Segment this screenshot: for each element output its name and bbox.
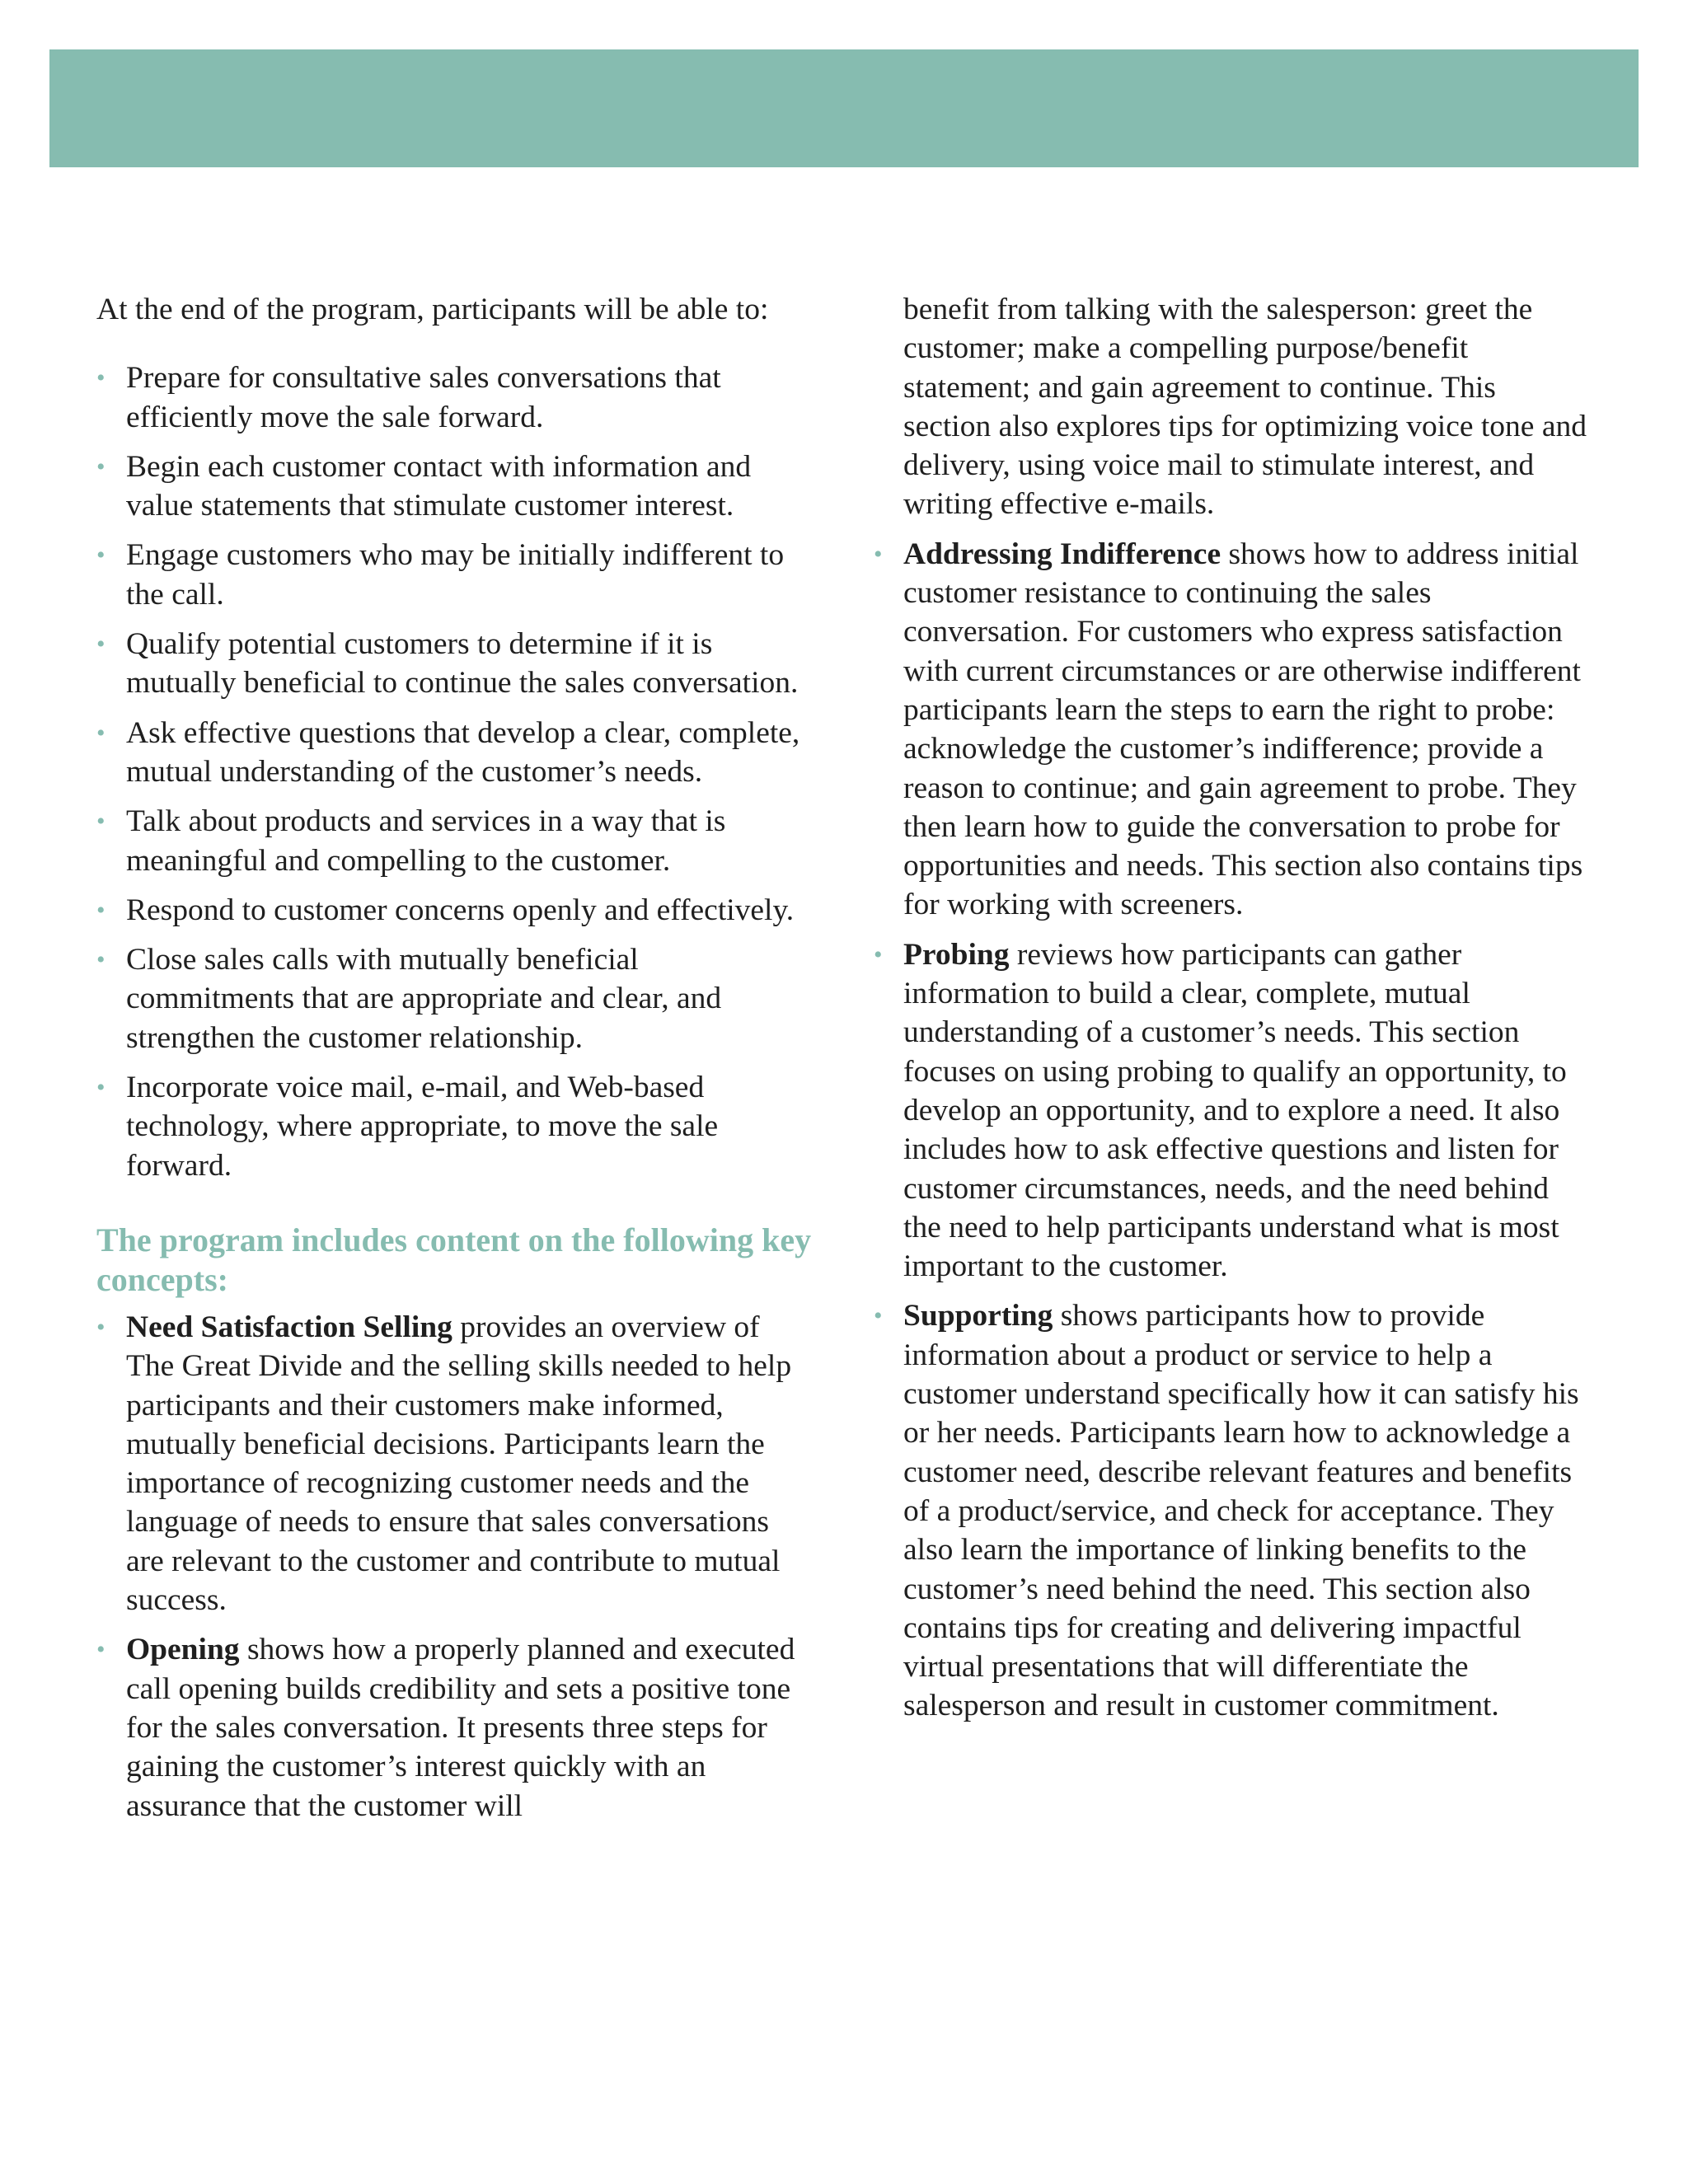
objective-text: Incorporate voice mail, e-mail, and Web-based technology, where appropriate, to move the sale forward.: [126, 1071, 719, 1183]
concept-text: provides an overview of The Great Divide and the selling skills needed to help participants and their customers make informed, mutually beneficial decisions. Participants learn the importance of recognizing customer needs and the language of needs to ensure that sales conversations are relevant to the customer and contribute to mutual success.: [126, 1310, 792, 1618]
list-item: [96, 1308, 814, 1619]
concepts-list-continued: [874, 290, 1591, 1726]
objective-text: Begin each customer contact with information and value statements that stimulate customer interest.: [126, 449, 752, 523]
concept-term: Supporting: [903, 1299, 1053, 1333]
bullet-icon: •: [96, 896, 106, 924]
list-item: [874, 935, 1591, 1286]
bullet-icon: •: [96, 1074, 106, 1102]
objective-text: Talk about products and services in a way that is meaningful and compelling to the customer.: [126, 804, 726, 878]
objective-text: Engage customers who may be initially indifferent to the call.: [126, 538, 785, 612]
concept-text: shows how a properly planned and executed call opening builds credibility and sets a positive tone for the sales conversation. It presents three steps for gaining the customer’s interest quickly with an assurance that the customer will: [126, 1633, 795, 1823]
bullet-icon: •: [874, 540, 883, 568]
concepts-heading: The program includes content on the following key concepts:: [96, 1221, 812, 1298]
continuation-text: benefit from talking with the salesperson: greet the customer; make a compelling purpose/benefit statement; and gain agreement to continue. This section also explores tips for optimizing voice tone and delivery, using voice mail to stimulate interest, and writing effective e-mails.: [903, 293, 1587, 522]
concept-text: reviews how participants can gather information to build a clear, complete, mutual understanding of a customer’s needs. This section focuses on using probing to qualify an opportunity, to develop an opportunity, and to explore a need. It also includes how to ask effective questions and listen for customer circumstances, needs, and the need behind the need to help participants understand what is most important to the customer.: [903, 937, 1567, 1284]
bullet-icon: •: [96, 808, 106, 836]
list-item: [96, 1630, 814, 1825]
concept-text: shows how to address initial customer resistance to continuing the sales conversation. For customers who express satisfaction with current circumstances or are otherwise indifferent participants learn the steps to earn the right to probe: acknowledge the customer’s indifference; provide a reason to continue; and gain agreement to probe. They then learn how to guide the conversation to probe for opportunities and needs. This section also contains tips for working with screeners.: [903, 537, 1583, 922]
objective-text: Ask effective questions that develop a clear, complete, mutual understanding of the customer’s needs.: [126, 715, 800, 789]
list-item: [96, 891, 814, 930]
objective-text: Qualify potential customers to determine if it is mutually beneficial to continue the sales conversation.: [126, 627, 799, 701]
bullet-icon: •: [96, 946, 106, 974]
concept-term: Probing: [903, 937, 1010, 972]
objective-text: Respond to customer concerns openly and effectively.: [126, 893, 795, 927]
right-column: [874, 290, 1591, 1736]
concept-term: Addressing Indifference: [903, 537, 1221, 571]
header-band: [49, 49, 1639, 167]
bullet-icon: •: [96, 1636, 106, 1664]
objectives-list: [96, 359, 814, 1185]
list-item: [96, 536, 814, 614]
list-item-continuation: [874, 290, 1591, 524]
objective-text: Close sales calls with mutually beneficial commitments that are appropriate and clear, and strengthen the customer relationship.: [126, 943, 722, 1055]
list-item: [874, 1296, 1591, 1725]
list-item: [874, 535, 1591, 925]
list-item: [96, 714, 814, 792]
bullet-icon: •: [96, 541, 106, 569]
intro-text: At the end of the program, participants will be able to:: [96, 293, 769, 326]
bullet-icon: •: [96, 1313, 106, 1341]
concept-term: Opening: [126, 1633, 240, 1667]
left-column: [96, 290, 814, 1836]
bullet-icon: •: [874, 940, 883, 968]
bullet-icon: •: [96, 630, 106, 658]
bullet-icon: •: [96, 452, 106, 480]
concept-text: shows participants how to provide information about a product or service to help a customer understand specifically how it can satisfy his or her needs. Participants learn how to acknowledge a customer need, describe relevant features and benefits of a product/service, and check for acceptance. They also learn the importance of linking benefits to the customer’s need behind the need. This section also contains tips for creating and delivering impactful virtual presentations that will differentiate the salesperson and result in customer commitment.: [903, 1299, 1579, 1723]
list-item: [96, 625, 814, 703]
objective-text: Prepare for consultative sales conversations that efficiently move the sale forward.: [126, 361, 721, 434]
bullet-icon: •: [96, 364, 106, 392]
bullet-icon: •: [874, 1302, 883, 1330]
list-item: [96, 1068, 814, 1185]
list-item: [96, 359, 814, 437]
list-item: [96, 448, 814, 526]
list-item: [96, 802, 814, 880]
list-item: [96, 940, 814, 1057]
concept-term: Need Satisfaction Selling: [126, 1310, 452, 1344]
bullet-icon: •: [96, 719, 106, 747]
concepts-list: [96, 1308, 814, 1825]
